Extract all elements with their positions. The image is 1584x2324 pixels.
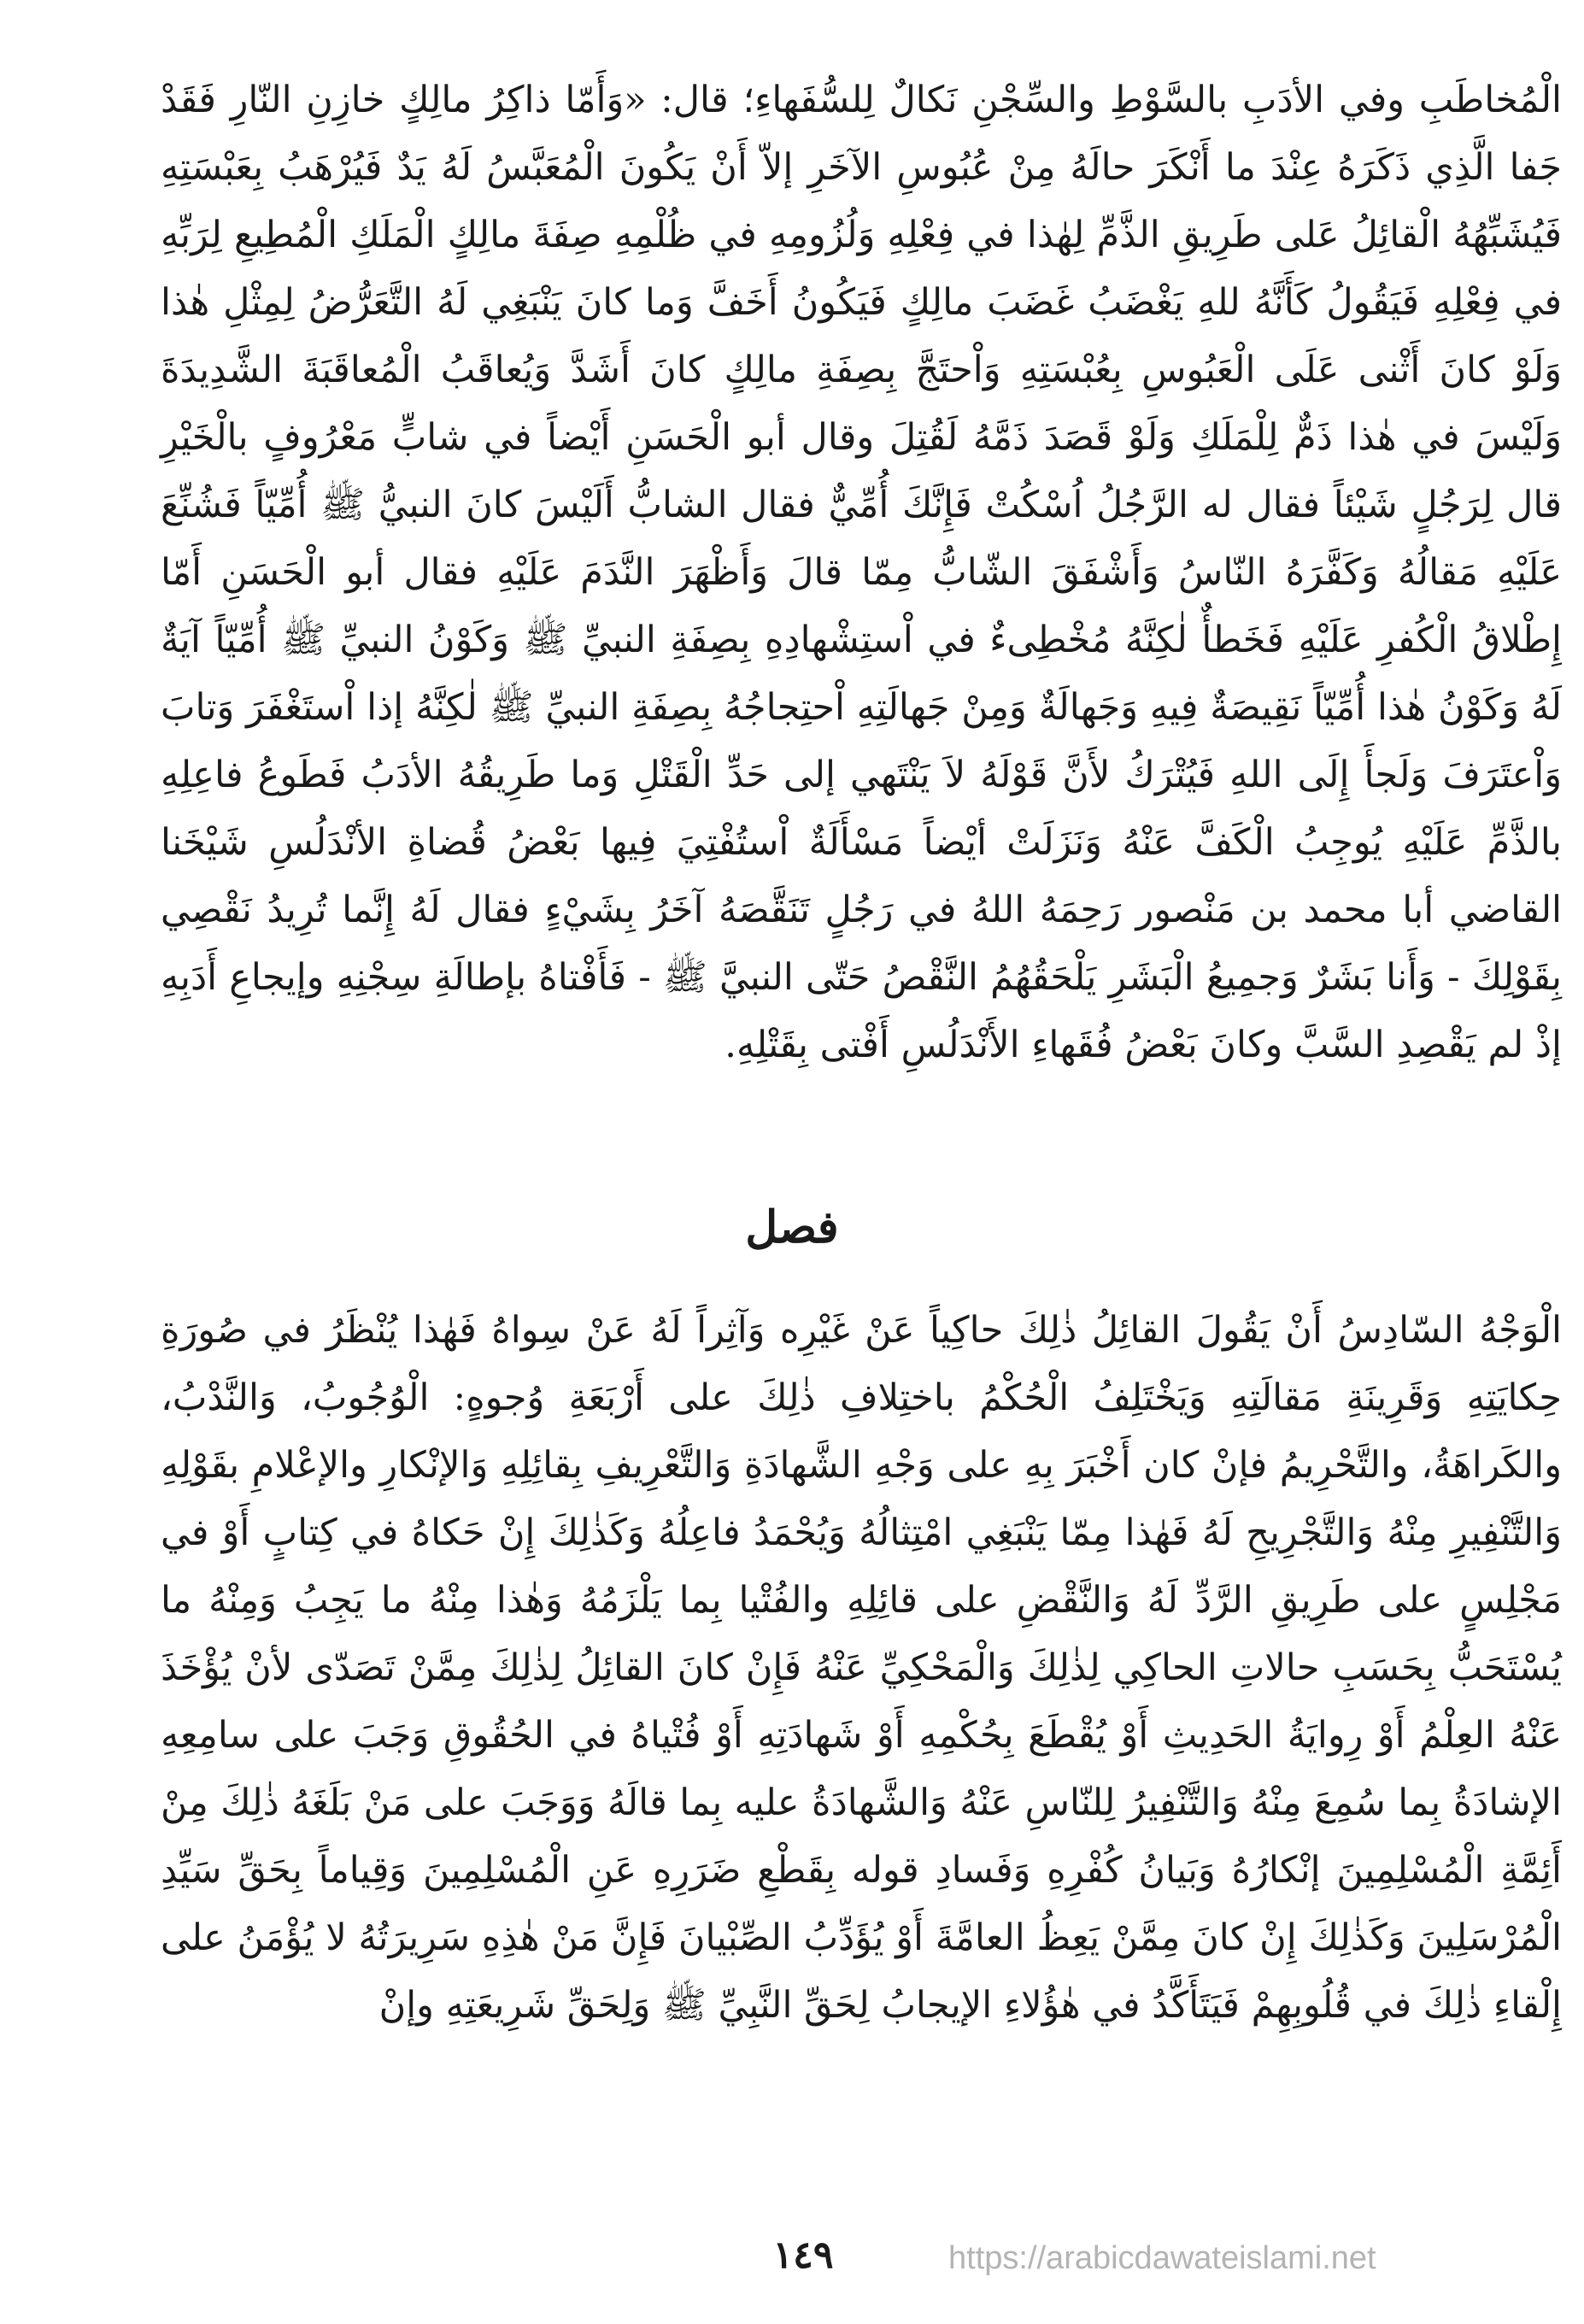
watermark-url: https://arabicdawateislami.net xyxy=(948,2240,1376,2276)
text-block-top xyxy=(161,67,1562,1079)
body-paragraph: الْمُخاطَبِ وفي الأدَبِ بالسَّوْطِ والسِّجْنِ نَكالٌ لِلسُّفَهاءِ؛ قال: «وَأَمّا ذاكِرُ مالِكٍ خازِنِ النّارِ فَقَدْ جَفا الَّذِي ذَكَرَهُ عِنْدَ ما أَنْكَرَ حالَهُ مِنْ عُبُوسِ الآخَرِ إلاّ أَنْ يَكُونَ الْمُعَبَّسُ لَهُ يَدٌ فَيُرْهَبُ بِعَبْسَتِهِ فَيُشَبِّهُهُ الْقائِلُ عَلى طَرِيقِ الذَّمِّ لِهٰذا في فِعْلِهِ وَلُزُومِهِ في ظُلْمِهِ صِفَةَ مالِكٍ الْمَلَكِ الْمُطِيعِ لِرَبِّهِ في فِعْلِهِ فَيَقُولُ كَأَنَّهُ للهِ يَغْضَبُ غَضَبَ مالِكٍ فَيَكُونُ أَخَفَّ وَما كانَ يَنْبَغِي لَهُ التَّعَرُّضُ لِمِثْلِ هٰذا وَلَوْ كانَ أَثْنى عَلَى الْعَبُوسِ بِعُبْسَتِهِ وَاْحتَجَّ بِصِفَةِ مالِكٍ كانَ أَشَدَّ وَيُعاقَبُ الْمُعاقَبَةَ الشَّدِيدَةَ وَلَيْسَ في هٰذا ذَمٌّ لِلْمَلَكِ وَلَوْ قَصَدَ ذَمَّهُ لَقُتِلَ وقال أبو الْحَسَنِ أَيْضاً في شابٍّ مَعْرُوفٍ بالْخَيْرِ قال لِرَجُلٍ شَيْئاً فقال له الرَّجُلُ اُسْكُتْ فَإِنَّكَ أُمِّيٌّ فقال الشابُّ أَلَيْسَ كانَ النبيُّ ﷺ أُمِّيّاً فَشُنِّعَ عَلَيْهِ مَقالُهُ وَكَفَّرَهُ النّاسُ وَأَشْفَقَ الشّابُّ مِمّا قالَ وَأَظْهَرَ النَّدَمَ عَلَيْهِ فقال أبو الْحَسَنِ أَمّا إِطْلاقُ الْكُفرِ عَلَيْهِ فَخَطأٌ لٰكِنَّهُ مُخْطِىءٌ في اْستِشْهادِهِ بِصِفَةِ النبيِّ ﷺ وَكَوْنُ النبيِّ ﷺ أُمِّيّاً آيَةٌ لَهُ وَكَوْنُ هٰذا أُمِّيّاً نَقِيصَةٌ فِيهِ وَجَهالَةٌ وَمِنْ جَهالَتِهِ اْحتِجاجُهُ بِصِفَةِ النبيِّ ﷺ لٰكِنَّهُ إذا اْستَغْفَرَ وَتابَ وَاْعتَرَفَ وَلَجأَ إِلَى اللهِ فَيُتْرَكُ لأَنَّ قَوْلَهُ لاَ يَنْتَهي إلى حَدِّ الْقَتْلِ وَما طَرِيقُهُ الأدَبُ فَطَوعُ فاعِلِهِ بالذَّمِّ عَلَيْهِ يُوجِبُ الْكَفَّ عَنْهُ وَنَزَلَتْ أيْضاً مَسْأَلَةٌ اْستُفْتِيَ فِيها بَعْضُ قُضاةِ الأنْدَلُسِ شَيْخَنا القاضي أبا محمد بن مَنْصور رَحِمَهُ اللهُ في رَجُلٍ تَنَقَّصَهُ آخَرُ بِشَيْءٍ فقال لَهُ إِنَّما تُرِيدُ نَقْصِي بِقَوْلِكَ - وَأَنا بَشَرٌ وَجمِيعُ الْبَشَرِ يَلْحَقُهُمُ النَّقْصُ حَتّى النبيَّ ﷺ - فَأَفْتاهُ بإطالَةِ سِجْنِهِ وإيجاعِ أَدَبِهِ إذْ لم يَقْصِدِ السَّبَّ وكانَ بَعْضُ فُقَهاءِ الأَنْدَلُسِ أَفْتى بِقَتْلِهِ. xyxy=(161,79,1563,1066)
section-heading: فصل xyxy=(745,1201,839,1253)
page-number: ١٤٩ xyxy=(772,2233,834,2277)
body-paragraph: الْوَجْهُ السّادِسُ أَنْ يَقُولَ القائِلُ ذٰلِكَ حاكِياً عَنْ غَيْرِه وَآثِراً لَهُ عَنْ سِواهُ فَهٰذا يُنْظَرُ في صُورَةِ حِكايَتِهِ وَقَرِينَةِ مَقالَتِهِ وَيَخْتَلِفُ الْحُكْمُ باختِلافِ ذٰلِكَ على أَرْبَعَةِ وُجوهٍ: الْوُجُوبُ، وَالنَّدْبُ، والكَراهَةُ، والتَّحْرِيمُ فإنْ كان أَخْبَرَ بِهِ على وَجْهِ الشَّهادَةِ وَالتَّعْرِيفِ بِقائِلِهِ وَالإنْكارِ والإعْلامِ بقَوْلِهِ وَالتَّنْفِيرِ مِنْهُ وَالتَّجْرِيحِ لَهُ فَهٰذا مِمّا يَنْبَغِي امْتِثالُهُ وَيُحْمَدُ فاعِلُهُ وَكَذٰلِكَ إِنْ حَكاهُ في كِتابٍ أَوْ في مَجْلِسٍ على طَرِيقِ الرَّدِّ لَهُ وَالنَّقْضِ على قائِلِهِ والفُتْيا بِما يَلْزَمُهُ وَهٰذا مِنْهُ ما يَجِبُ وَمِنْهُ ما يُسْتَحَبُّ بِحَسَبِ حالاتِ الحاكِي لِذٰلِكَ وَالْمَحْكِيِّ عَنْهُ فَإِنْ كانَ القائِلُ لِذٰلِكَ مِمَّنْ تَصَدّى لأنْ يُؤْخَذَ عَنْهُ العِلْمُ أَوْ رِوايَةُ الحَدِيثِ أَوْ يُقْطَعَ بِحُكْمِهِ أَوْ شَهادَتِهِ أَوْ فُتْياهُ في الحُقُوقِ وَجَبَ على سامِعِهِ الإشادَةُ بِما سُمِعَ مِنْهُ وَالتَّنْفِيرُ لِلنّاسِ عَنْهُ وَالشَّهادَةُ عليه بِما قالَهُ وَوَجَبَ على مَنْ بَلَغَهُ ذٰلِكَ مِنْ أَئِمَّةِ الْمُسْلِمِينَ إنْكارُهُ وَبَيانُ كُفْرِهِ وَفَسادِ قوله بِقَطْعِ ضَرَرِهِ عَنِ الْمُسْلِمِينَ وَقِياماً بِحَقِّ سَيِّدِ الْمُرْسَلِينَ وَكَذٰلِكَ إِنْ كانَ مِمَّنْ يَعِظُ العامَّةَ أَوْ يُؤَدِّبُ الصِّبْيانَ فَإِنَّ مَنْ هٰذِهِ سَرِيرَتُهُ لا يُؤْمَنُ على إِلْقاءِ ذٰلِكَ في قُلُوبِهِمْ فَيَتَأَكَّدُ في هٰؤُلاءِ الإيجابُ لِحَقِّ النَّبِيِّ ﷺ وَلِحَقِّ شَرِيعَتِهِ وإنْ xyxy=(161,1309,1562,2027)
text-block-bottom xyxy=(161,1297,1562,2039)
